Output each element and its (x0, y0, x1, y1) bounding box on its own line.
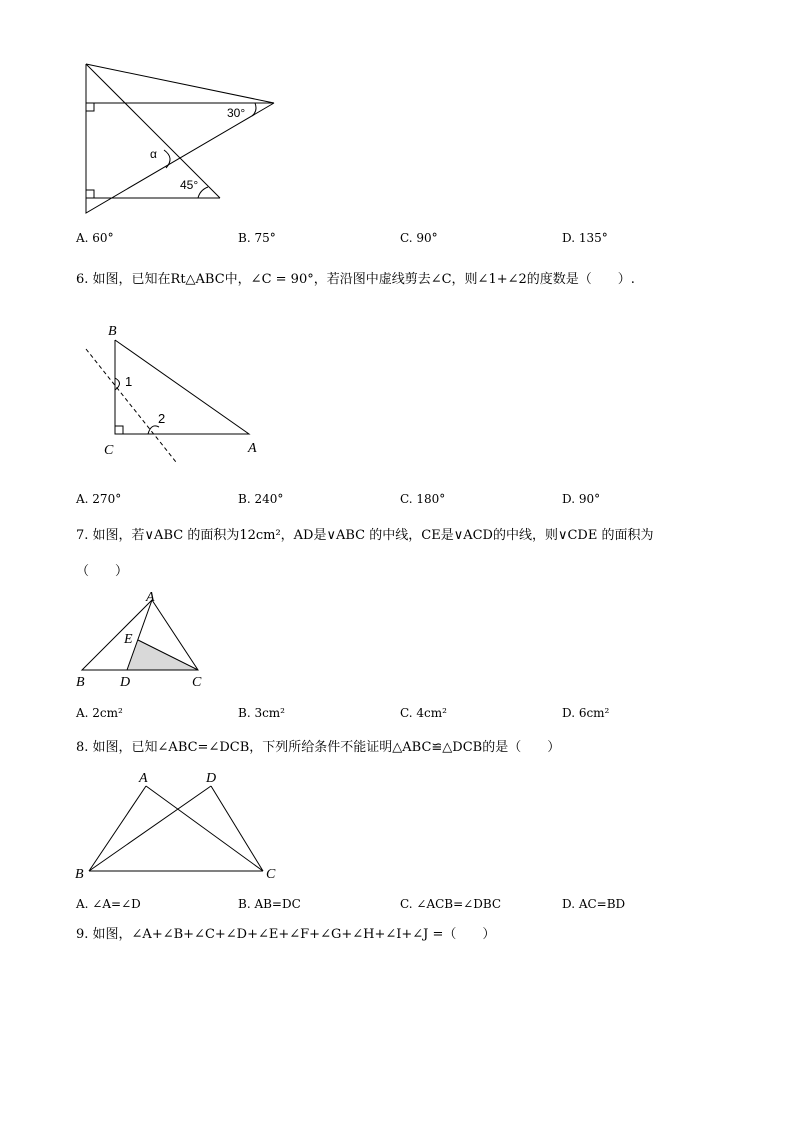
q7-option-d: D. 6cm² (562, 706, 610, 720)
q7-label-D: D (120, 675, 131, 690)
q8-side-dc (211, 786, 263, 871)
q8-label-A: A (139, 771, 148, 786)
q7-label-E: E (124, 632, 133, 647)
q7-label-B: B (76, 675, 85, 690)
q7-label-A: A (146, 590, 155, 605)
q8-side-ba (89, 786, 146, 871)
q5-option-c: C. 90° (400, 231, 438, 245)
q8-label-B: B (75, 867, 84, 882)
q8-label-D: D (206, 771, 217, 786)
q8-label-C: C (266, 867, 276, 882)
q6-option-c: C. 180° (400, 492, 446, 506)
q8-option-d: D. AC=BD (562, 897, 626, 911)
q6-label-B: B (108, 324, 117, 339)
q5-label-alpha: α (150, 147, 157, 161)
q8-side-bd (89, 786, 211, 871)
q8-option-b: B. AB=DC (238, 897, 301, 911)
q7-label-C: C (192, 675, 202, 690)
q5-label-45: 45° (180, 178, 199, 192)
q5-option-d: D. 135° (562, 231, 608, 245)
q6-option-b: B. 240° (238, 492, 284, 506)
q5-option-b: B. 75° (238, 231, 276, 245)
q6-option-a: A. 270° (76, 492, 122, 506)
q7-stem-paren: （ ） (76, 564, 129, 579)
q7-option-a: A. 2cm² (76, 706, 123, 720)
q6-label-A: A (248, 441, 257, 456)
q8-side-ac (146, 786, 263, 871)
q6-label-C: C (104, 443, 114, 458)
q9-stem: 9. 如图，∠A+∠B+∠C+∠D+∠E+∠F+∠G+∠H+∠I+∠J =（ ） (76, 927, 496, 942)
q7-option-b: B. 3cm² (238, 706, 285, 720)
q6-label-2: 2 (158, 411, 166, 426)
q5-label-30: 30° (227, 106, 246, 120)
q7-stem: 7. 如图，若∨ABC 的面积为12cm²，AD是∨ABC 的中线，CE是∨ACD的中线，则∨CDE 的面积为 (76, 528, 654, 543)
q6-option-d: D. 90° (562, 492, 601, 506)
q8-option-c: C. ∠ACB=∠DBC (400, 897, 502, 911)
q5-option-a: A. 60° (76, 231, 114, 245)
q8-option-a: A. ∠A=∠D (76, 897, 141, 911)
q7-option-c: C. 4cm² (400, 706, 447, 720)
q6-stem: 6. 如图，已知在Rt△ABC中，∠C = 90°，若沿图中虚线剪去∠C，则∠1+∠2的度数是（ ）. (76, 272, 635, 287)
q6-label-1: 1 (125, 374, 133, 389)
q8-stem: 8. 如图，已知∠ABC=∠DCB，下列所给条件不能证明△ABC≌△DCB的是（ ） (76, 740, 561, 755)
